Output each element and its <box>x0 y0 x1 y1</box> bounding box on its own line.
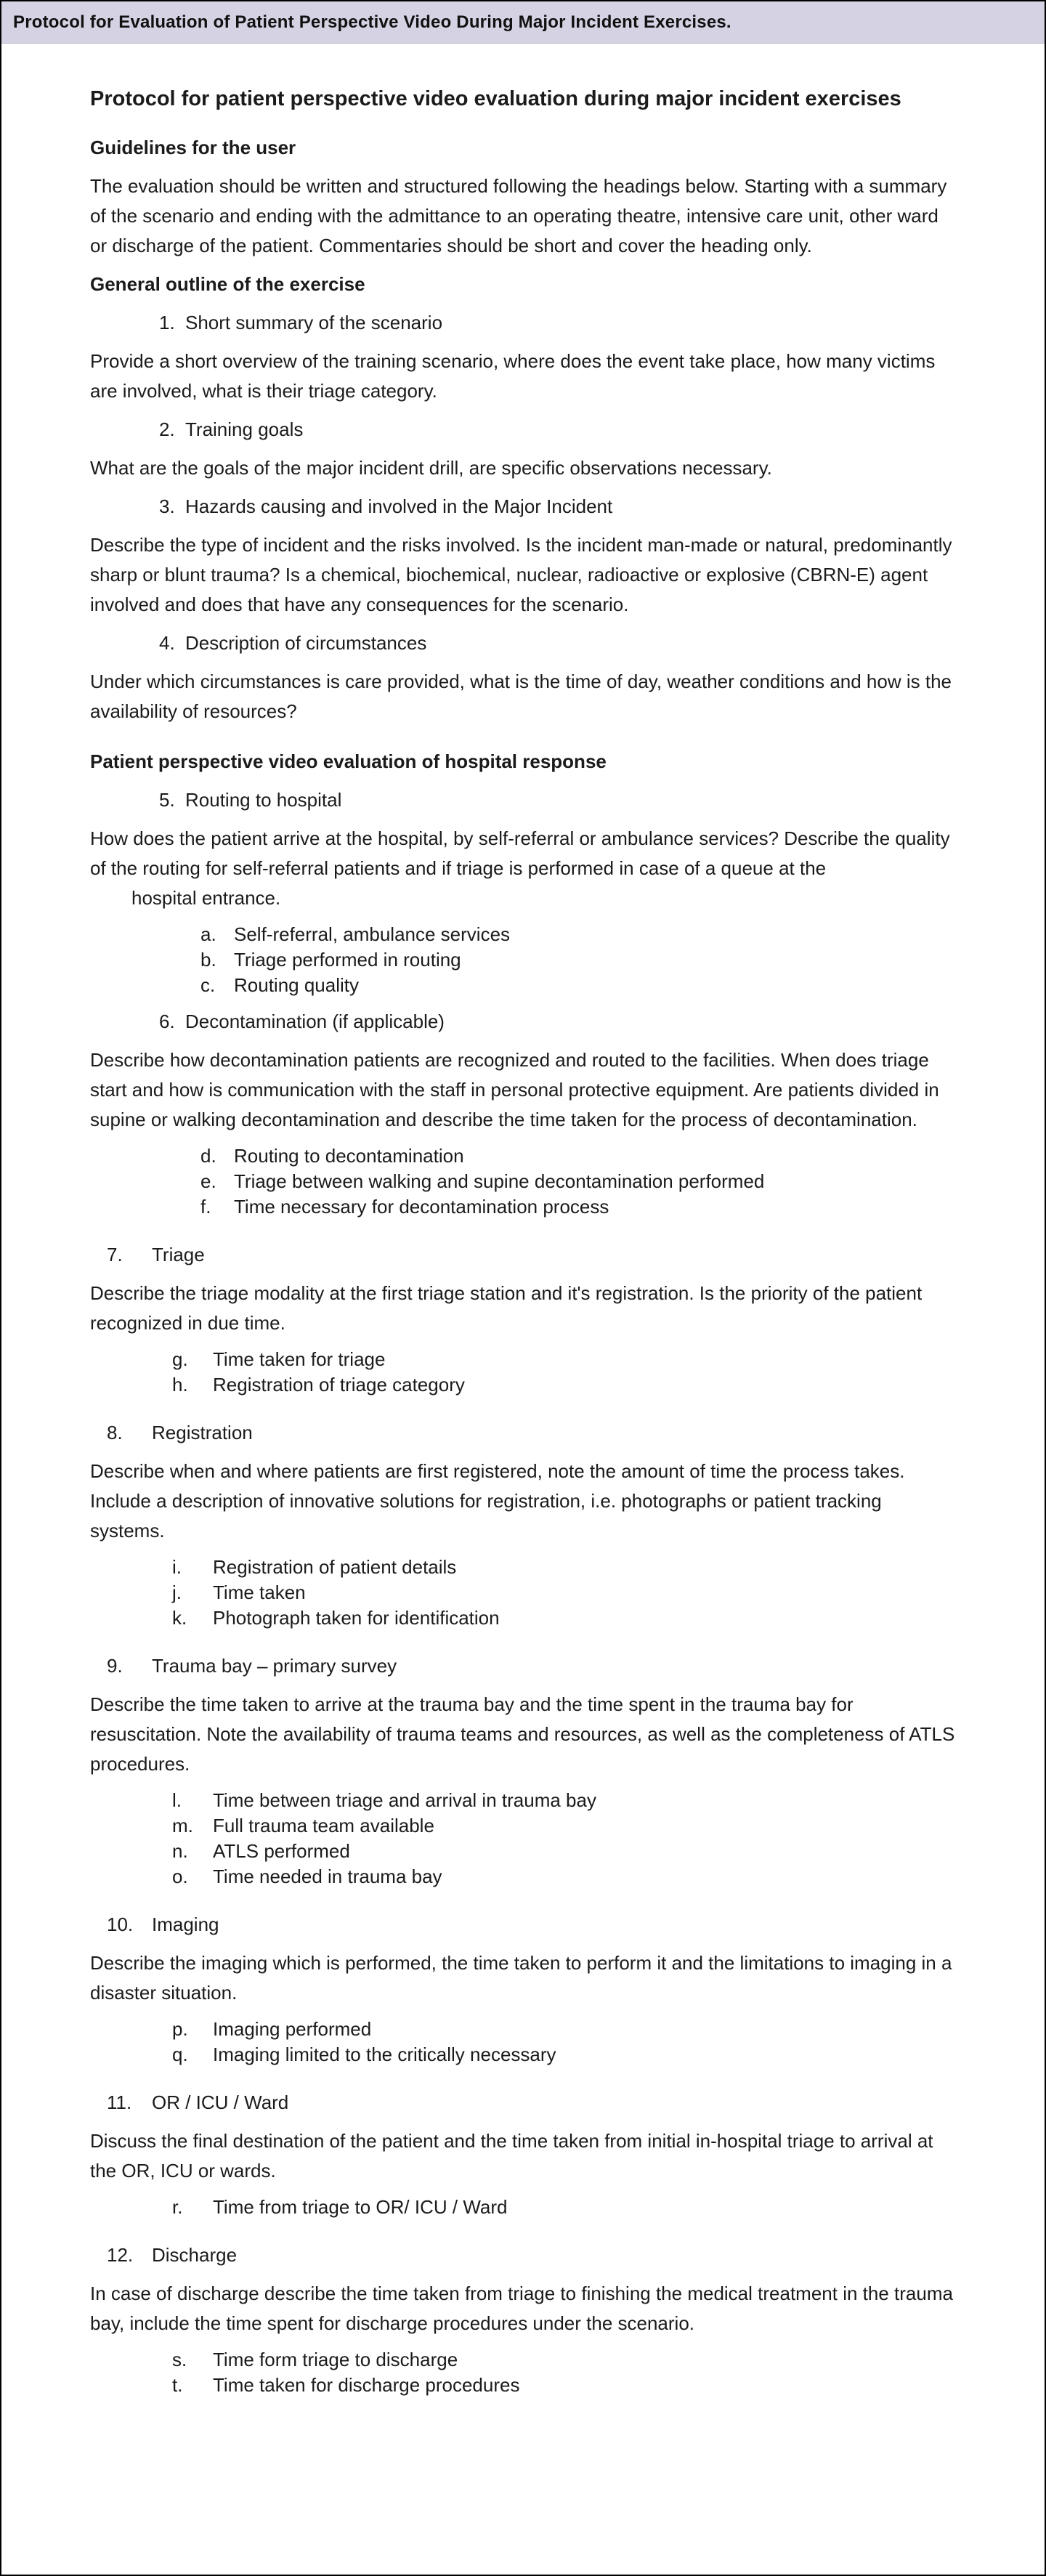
lettered-list <box>172 2017 959 2067</box>
numbered-item <box>159 628 959 658</box>
list-item <box>172 2373 959 2398</box>
lettered-list <box>200 922 959 998</box>
item-text: ATLS performed <box>213 1840 350 1862</box>
item-text: Time taken for triage <box>213 1348 386 1370</box>
list-item <box>172 2195 959 2220</box>
item-text: Hazards causing and involved in the Major Incident <box>185 495 613 517</box>
item-text: Full trauma team available <box>213 1815 434 1836</box>
item-text: Triage <box>152 1244 205 1265</box>
paragraph: Under which circumstances is care provided, what is the time of day, weather conditions and how is the availability of resources? <box>90 671 952 722</box>
item-text: Routing quality <box>234 974 359 996</box>
item-letter: m. <box>172 1815 193 1836</box>
numbered-item <box>107 1910 959 1940</box>
item-letter: h. <box>172 1374 188 1396</box>
item-text: Time needed in trauma bay <box>213 1866 442 1887</box>
item-text: Short summary of the scenario <box>185 312 443 333</box>
paragraph: How does the patient arrive at the hospital, by self-referral or ambulance services? Describe the quality of the routing for self-referral patients and if triage is performed in case of a queue at the <box>90 827 950 879</box>
item-text: Registration of triage category <box>213 1374 465 1396</box>
item-text: Time from triage to OR/ ICU / Ward <box>213 2196 508 2218</box>
numbered-item <box>159 785 959 815</box>
item-text: Decontamination (if applicable) <box>185 1010 445 1032</box>
item-letter: s. <box>172 2349 187 2370</box>
lettered-list <box>172 1555 959 1631</box>
item-number: 3. <box>159 495 175 517</box>
section-heading: Guidelines for the user <box>90 137 296 158</box>
doc-title: Protocol for patient perspective video evaluation during major incident exercises <box>90 87 901 110</box>
paragraph: Describe the type of incident and the risks involved. Is the incident man-made or natural, predominantly sharp or blunt trauma? Is a chemical, biochemical, nuclear, radioactive or explosive (CBRN-E) agent involved and does that have any consequences for the scenario. <box>90 534 952 615</box>
item-letter: c. <box>200 974 216 996</box>
lettered-list <box>172 1788 959 1890</box>
list-item <box>172 1839 959 1864</box>
item-text: Time between triage and arrival in trauma bay <box>213 1789 596 1811</box>
section-heading: Patient perspective video evaluation of hospital response <box>90 750 607 772</box>
item-text: Photograph taken for identification <box>213 1607 500 1629</box>
paragraph: The evaluation should be written and structured following the headings below. Starting with a summary of the scenario and ending with the admittance to an operating theatre, intensive care unit, other ward or discharge of the patient. Commentaries should be short and cover the heading only. <box>90 175 947 256</box>
numbered-item <box>107 2240 959 2270</box>
paragraph: What are the goals of the major incident drill, are specific observations necessary. <box>90 457 772 479</box>
item-text: OR / ICU / Ward <box>152 2091 289 2113</box>
item-number: 11. <box>107 2091 132 2113</box>
item-text: Routing to decontamination <box>234 1145 464 1167</box>
item-letter: t. <box>172 2374 183 2396</box>
list-item <box>172 1788 959 1813</box>
item-text: Triage performed in routing <box>234 949 461 971</box>
list-item <box>172 2017 959 2042</box>
lettered-list <box>172 2195 959 2220</box>
item-number: 8. <box>107 1422 123 1443</box>
list-item <box>200 1194 959 1220</box>
numbered-item <box>159 308 959 338</box>
item-letter: k. <box>172 1607 187 1629</box>
paragraph: Describe the triage modality at the first triage station and it's registration. Is the priority of the patient recognized in due time. <box>90 1282 923 1334</box>
numbered-item <box>107 2088 959 2118</box>
item-letter: j. <box>172 1581 182 1603</box>
item-text: Time taken for discharge procedures <box>213 2374 520 2396</box>
item-number: 4. <box>159 632 175 654</box>
paragraph: In case of discharge describe the time taken from triage to finishing the medical treatment in the trauma bay, include the time spent for discharge procedures under the scenario. <box>90 2283 953 2334</box>
numbered-item <box>159 415 959 445</box>
item-letter: p. <box>172 2018 188 2040</box>
list-item <box>200 973 959 998</box>
numbered-item <box>107 1240 959 1270</box>
item-letter: e. <box>200 1170 216 1192</box>
lettered-list <box>172 1347 959 1398</box>
figure-caption-bar <box>1 1 1045 44</box>
list-item <box>200 947 959 973</box>
item-text: Registration of patient details <box>213 1556 457 1578</box>
item-text: Discharge <box>152 2244 238 2266</box>
item-text: Imaging limited to the critically necessary <box>213 2044 556 2065</box>
list-item <box>200 1169 959 1194</box>
item-letter: q. <box>172 2044 188 2065</box>
item-number: 12. <box>107 2244 134 2266</box>
item-letter: d. <box>200 1145 216 1167</box>
item-number: 6. <box>159 1010 175 1032</box>
item-letter: r. <box>172 2196 183 2218</box>
figure-caption: Protocol for Evaluation of Patient Perspective Video During Major Incident Exercises. <box>13 12 731 32</box>
paragraph-continuation: hospital entrance. <box>131 887 281 909</box>
numbered-item <box>159 492 959 522</box>
item-number: 5. <box>159 789 175 811</box>
item-text: Time form triage to discharge <box>213 2349 458 2370</box>
item-letter: o. <box>172 1866 188 1887</box>
item-letter: l. <box>172 1789 182 1811</box>
item-text: Training goals <box>185 418 304 440</box>
item-letter: a. <box>200 923 216 945</box>
list-item <box>172 1813 959 1839</box>
item-number: 9. <box>107 1655 123 1677</box>
item-number: 1. <box>159 312 175 333</box>
item-letter: f. <box>200 1196 211 1218</box>
document-body <box>1 44 1045 2450</box>
list-item <box>200 1143 959 1169</box>
item-text: Time necessary for decontamination process <box>234 1196 609 1218</box>
paragraph: Discuss the final destination of the patient and the time taken from initial in-hospital triage to arrival at the OR, ICU or wards. <box>90 2130 933 2182</box>
item-text: Registration <box>152 1422 253 1443</box>
item-text: Routing to hospital <box>185 789 342 811</box>
paragraph: Describe the time taken to arrive at the trauma bay and the time spent in the trauma bay for resuscitation. Note the availability of trauma teams and resources, as well as the completeness of ATLS procedures. <box>90 1693 955 1775</box>
item-text: Trauma bay – primary survey <box>152 1655 397 1677</box>
list-item <box>172 2347 959 2373</box>
item-number: 10. <box>107 1913 134 1935</box>
item-letter: n. <box>172 1840 188 1862</box>
list-item <box>172 2042 959 2067</box>
paragraph: Describe when and where patients are first registered, note the amount of time the process takes. Include a description of innovative solutions for registration, i.e. photographs or patient tracking systems. <box>90 1460 905 1542</box>
list-item <box>172 1864 959 1890</box>
numbered-item <box>107 1651 959 1681</box>
numbered-item <box>107 1418 959 1448</box>
list-item <box>172 1555 959 1580</box>
list-item <box>172 1605 959 1631</box>
paragraph: Describe the imaging which is performed, the time taken to perform it and the limitations to imaging in a disaster situation. <box>90 1952 952 2004</box>
item-letter: b. <box>200 949 216 971</box>
item-text: Imaging performed <box>213 2018 372 2040</box>
item-letter: i. <box>172 1556 182 1578</box>
item-number: 2. <box>159 418 175 440</box>
list-item <box>172 1580 959 1605</box>
list-item <box>200 922 959 947</box>
item-text: Self-referral, ambulance services <box>234 923 511 945</box>
item-number: 7. <box>107 1244 123 1265</box>
list-item <box>172 1372 959 1398</box>
paragraph: Provide a short overview of the training scenario, where does the event take place, how many victims are involved, what is their triage category. <box>90 350 936 402</box>
item-letter: g. <box>172 1348 188 1370</box>
section-heading: General outline of the exercise <box>90 273 365 295</box>
paragraph: Describe how decontamination patients are recognized and routed to the facilities. When does triage start and how is communication with the staff in personal protective equipment. Are patients divided in supine or walking decontamination and describe the time taken for the process of decontamination. <box>90 1049 939 1130</box>
numbered-item <box>159 1007 959 1037</box>
item-text: Imaging <box>152 1913 219 1935</box>
item-text: Time taken <box>213 1581 306 1603</box>
item-text: Description of circumstances <box>185 632 427 654</box>
item-text: Triage between walking and supine decontamination performed <box>234 1170 765 1192</box>
lettered-list <box>200 1143 959 1220</box>
lettered-list <box>172 2347 959 2398</box>
list-item <box>172 1347 959 1372</box>
